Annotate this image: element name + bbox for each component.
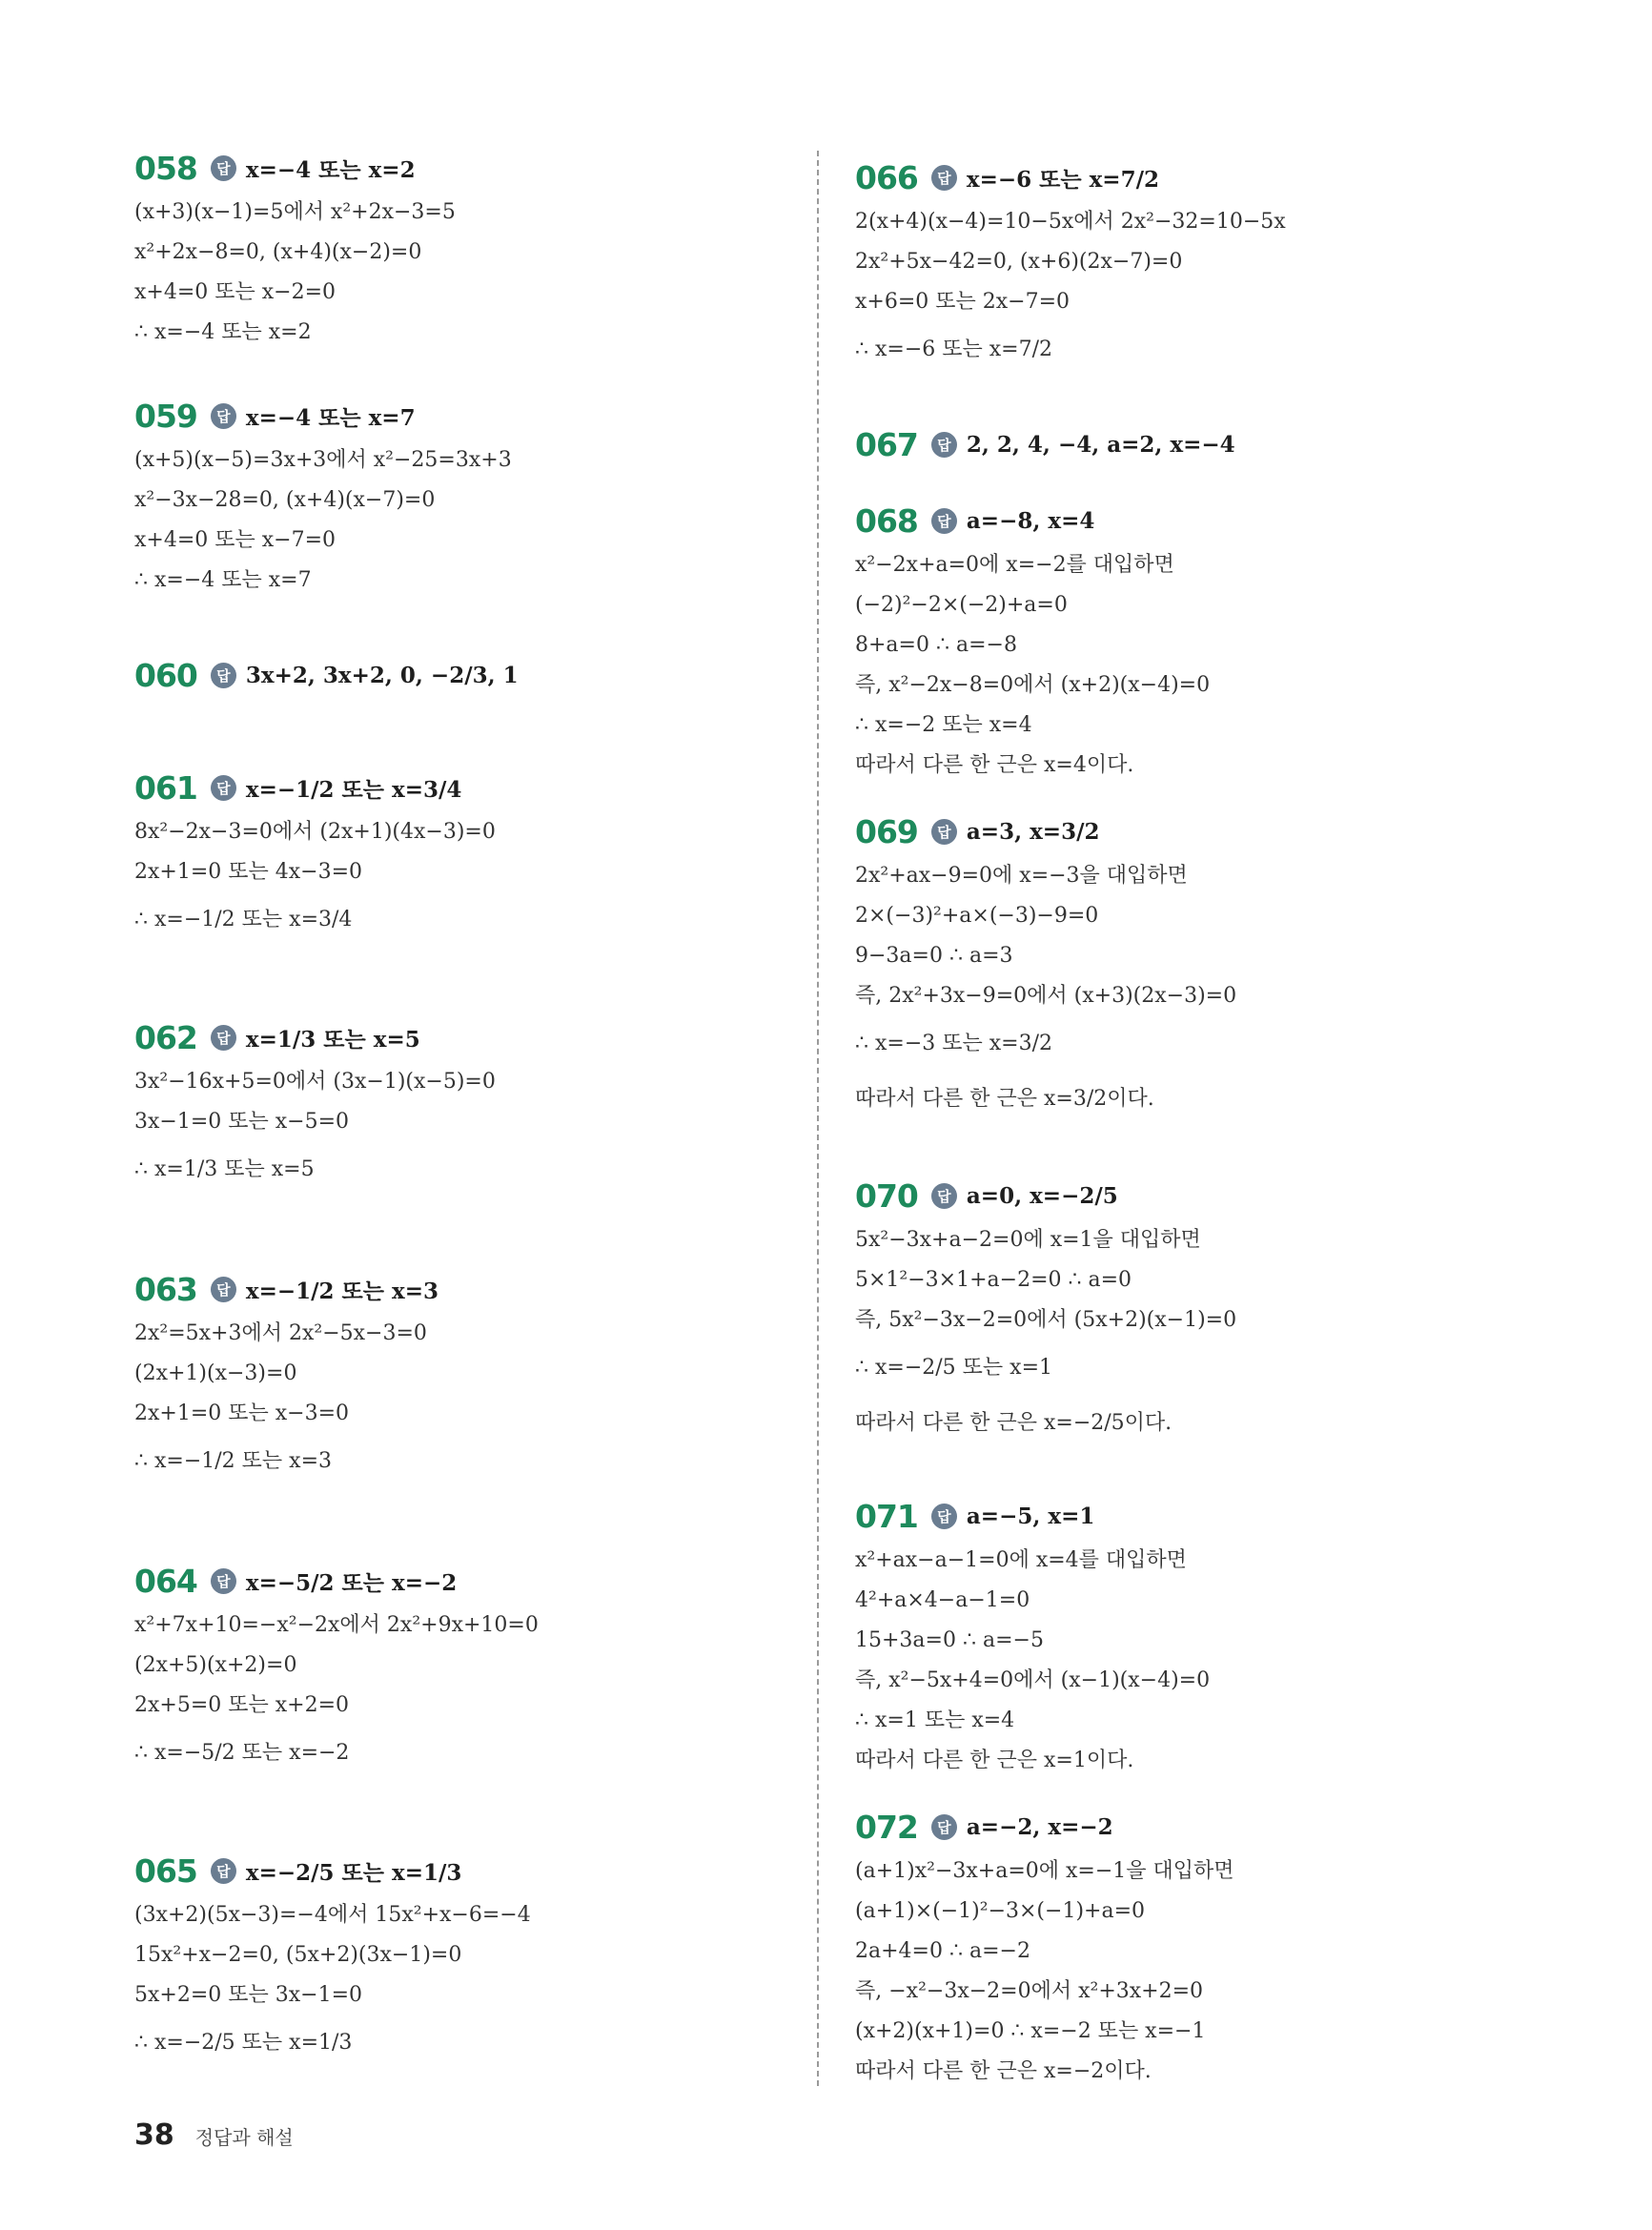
solution-line: 2x+1=0 또는 x−3=0	[134, 1401, 350, 1425]
problem-header	[855, 807, 1580, 856]
problem-number: 068	[855, 501, 918, 540]
problem-number: 058	[134, 149, 197, 187]
answer-text: a=0, x=−2/5	[966, 1182, 1118, 1209]
page-number: 38	[134, 2118, 174, 2152]
problem-072	[855, 1802, 1580, 2092]
page-footer	[134, 2118, 294, 2152]
problem-060	[134, 650, 802, 700]
solution-line: ∴ x=−5/2 또는 x=−2	[134, 1741, 350, 1765]
solution-line: ∴ x=−3 또는 x=3/2	[855, 1032, 1052, 1055]
solution-line: 2x+1=0 또는 4x−3=0	[134, 860, 363, 884]
answer-badge-icon: 답	[931, 1504, 957, 1529]
problem-number: 063	[134, 1270, 197, 1308]
solution-line: (3x+2)(5x−3)=−4에서 15x²+x−6=−4	[134, 1903, 531, 1927]
problem-header	[134, 1846, 802, 1895]
solution-line: 2x+5=0 또는 x+2=0	[134, 1693, 350, 1717]
answer-text: x=−4 또는 x=2	[245, 156, 416, 183]
answer-badge-icon: 답	[931, 819, 957, 845]
problem-number: 066	[855, 158, 918, 196]
problem-061	[134, 763, 802, 948]
answer-text: a=−5, x=1	[966, 1503, 1095, 1529]
answer-text: x=−2/5 또는 x=1/3	[245, 1859, 462, 1886]
column-divider	[817, 151, 819, 2086]
solution-line: 9−3a=0 ∴ a=3	[855, 944, 1013, 968]
problem-number: 061	[134, 768, 197, 807]
page-label: 정답과 해설	[194, 2126, 294, 2149]
solution-line: x²−2x+a=0에 x=−2를 대입하면	[855, 553, 1174, 577]
solution-line: 15x²+x−2=0, (5x+2)(3x−1)=0	[134, 1943, 462, 1967]
problem-header	[855, 1802, 1580, 1852]
solution-line: (−2)²−2×(−2)+a=0	[855, 593, 1068, 617]
problem-069	[855, 807, 1580, 1127]
problem-068	[855, 496, 1580, 786]
answer-badge-icon: 답	[931, 1814, 957, 1840]
solution-line: x+6=0 또는 2x−7=0	[855, 290, 1071, 314]
answer-text: x=−1/2 또는 x=3/4	[245, 776, 462, 803]
solution-line: ∴ x=−1/2 또는 x=3/4	[134, 908, 353, 931]
problem-number: 070	[855, 1176, 918, 1215]
problem-number: 060	[134, 656, 197, 694]
problem-065	[134, 1846, 802, 2071]
problem-header	[855, 419, 1580, 469]
solution-line: ∴ x=−2/5 또는 x=1/3	[134, 2031, 353, 2055]
solution-line: ∴ x=−6 또는 x=7/2	[855, 338, 1052, 361]
problem-header	[134, 1264, 802, 1314]
solution-line: 2a+4=0 ∴ a=−2	[855, 1939, 1030, 1963]
problem-071	[855, 1491, 1580, 1781]
solution-line: x+4=0 또는 x−2=0	[134, 280, 337, 304]
answer-badge-icon: 답	[211, 775, 236, 801]
solution-line: (a+1)x²−3x+a=0에 x=−1을 대입하면	[855, 1859, 1234, 1883]
solution-line: ∴ x=−2/5 또는 x=1	[855, 1356, 1052, 1380]
solution-line: 15+3a=0 ∴ a=−5	[855, 1628, 1044, 1652]
solution-line: ∴ x=1/3 또는 x=5	[134, 1157, 315, 1181]
problem-header	[855, 1491, 1580, 1541]
solution-line: 8+a=0 ∴ a=−8	[855, 633, 1017, 657]
solution-line: 따라서 다른 한 근은 x=4이다.	[855, 753, 1134, 777]
solution-line: 즉, 5x²−3x−2=0에서 (5x+2)(x−1)=0	[855, 1308, 1237, 1332]
problem-067	[855, 419, 1580, 469]
solution-line: ∴ x=−4 또는 x=2	[134, 320, 312, 344]
problem-header	[855, 496, 1580, 545]
answer-text: x=−5/2 또는 x=−2	[245, 1569, 458, 1596]
answer-badge-icon: 답	[211, 1025, 236, 1051]
problem-058	[134, 143, 802, 353]
solution-line: 3x−1=0 또는 x−5=0	[134, 1110, 350, 1134]
problem-number: 069	[855, 812, 918, 850]
solution-line: 즉, 2x²+3x−9=0에서 (x+3)(2x−3)=0	[855, 984, 1237, 1008]
answer-badge-icon: 답	[931, 1183, 957, 1209]
answer-text: a=−8, x=4	[966, 507, 1095, 534]
solution-line: x²+7x+10=−x²−2x에서 2x²+9x+10=0	[134, 1613, 539, 1637]
solution-line: 2(x+4)(x−4)=10−5x에서 2x²−32=10−5x	[855, 210, 1286, 234]
solution-line: ∴ x=−1/2 또는 x=3	[134, 1449, 332, 1473]
solution-line: 즉, x²−5x+4=0에서 (x−1)(x−4)=0	[855, 1668, 1211, 1692]
problem-header	[134, 763, 802, 812]
answer-badge-icon: 답	[931, 432, 957, 458]
problem-066	[855, 153, 1580, 378]
solution-line: 8x²−2x−3=0에서 (2x+1)(4x−3)=0	[134, 820, 496, 844]
solution-line: (2x+5)(x+2)=0	[134, 1653, 297, 1677]
problem-number: 071	[855, 1497, 918, 1535]
solution-line: 5x+2=0 또는 3x−1=0	[134, 1983, 363, 2007]
answer-text: a=3, x=3/2	[966, 818, 1100, 845]
solution-line: (x+5)(x−5)=3x+3에서 x²−25=3x+3	[134, 448, 512, 472]
solution-line: (2x+1)(x−3)=0	[134, 1361, 297, 1385]
solution-line: 5×1²−3×1+a−2=0 ∴ a=0	[855, 1268, 1132, 1292]
problem-063	[134, 1264, 802, 1489]
problem-header	[134, 1013, 802, 1062]
solution-line: 5x²−3x+a−2=0에 x=1을 대입하면	[855, 1228, 1201, 1252]
problem-header	[855, 153, 1580, 202]
answer-text: a=−2, x=−2	[966, 1813, 1113, 1840]
solution-line: 2x²+5x−42=0, (x+6)(2x−7)=0	[855, 250, 1183, 274]
solution-line: x²−3x−28=0, (x+4)(x−7)=0	[134, 488, 436, 512]
solution-line: (x+2)(x+1)=0 ∴ x=−2 또는 x=−1	[855, 2019, 1206, 2043]
solution-line: (a+1)×(−1)²−3×(−1)+a=0	[855, 1899, 1146, 1923]
problem-059	[134, 391, 802, 601]
solution-line: 따라서 다른 한 근은 x=1이다.	[855, 1749, 1134, 1772]
problem-number: 064	[134, 1562, 197, 1600]
solution-line: 2x²=5x+3에서 2x²−5x−3=0	[134, 1321, 427, 1345]
solution-line: 2×(−3)²+a×(−3)−9=0	[855, 904, 1099, 928]
solution-line: 4²+a×4−a−1=0	[855, 1588, 1030, 1612]
answer-badge-icon: 답	[211, 663, 236, 688]
problem-header	[134, 650, 802, 700]
solution-line: ∴ x=−4 또는 x=7	[134, 568, 312, 592]
problem-number: 059	[134, 397, 197, 435]
answer-badge-icon: 답	[211, 403, 236, 429]
problem-header	[134, 143, 802, 193]
answer-badge-icon: 답	[931, 508, 957, 534]
solution-line: ∴ x=1 또는 x=4	[855, 1708, 1015, 1732]
answer-badge-icon: 답	[211, 1277, 236, 1302]
answer-text: 3x+2, 3x+2, 0, −2/3, 1	[245, 662, 519, 688]
answer-text: x=1/3 또는 x=5	[245, 1026, 420, 1053]
solution-line: 따라서 다른 한 근은 x=−2이다.	[855, 2059, 1152, 2083]
problem-header	[134, 391, 802, 440]
solution-line: x+4=0 또는 x−7=0	[134, 528, 337, 552]
answer-text: 2, 2, 4, −4, a=2, x=−4	[966, 431, 1235, 458]
problem-number: 062	[134, 1018, 197, 1056]
problem-number: 067	[855, 425, 918, 463]
problem-064	[134, 1556, 802, 1781]
solution-line: 따라서 다른 한 근은 x=3/2이다.	[855, 1087, 1154, 1111]
solution-line: 즉, x²−2x−8=0에서 (x+2)(x−4)=0	[855, 673, 1211, 697]
answer-text: x=−6 또는 x=7/2	[966, 166, 1159, 193]
answer-badge-icon: 답	[211, 1858, 236, 1884]
problem-070	[855, 1171, 1580, 1451]
solution-line: x²+ax−a−1=0에 x=4를 대입하면	[855, 1548, 1187, 1572]
answer-text: x=−4 또는 x=7	[245, 404, 416, 431]
problem-number: 065	[134, 1852, 197, 1890]
answer-text: x=−1/2 또는 x=3	[245, 1278, 438, 1304]
problem-062	[134, 1013, 802, 1197]
problem-header	[855, 1171, 1580, 1220]
problem-header	[134, 1556, 802, 1606]
solution-line: 따라서 다른 한 근은 x=−2/5이다.	[855, 1411, 1173, 1435]
solution-line: 3x²−16x+5=0에서 (3x−1)(x−5)=0	[134, 1070, 496, 1094]
solution-line: 즉, −x²−3x−2=0에서 x²+3x+2=0	[855, 1979, 1204, 2003]
answer-badge-icon: 답	[931, 165, 957, 191]
problem-number: 072	[855, 1808, 918, 1846]
answer-badge-icon: 답	[211, 155, 236, 181]
solution-line: ∴ x=−2 또는 x=4	[855, 713, 1032, 737]
solution-line: x²+2x−8=0, (x+4)(x−2)=0	[134, 240, 422, 264]
solution-line: 2x²+ax−9=0에 x=−3을 대입하면	[855, 864, 1188, 888]
answer-badge-icon: 답	[211, 1568, 236, 1594]
solution-line: (x+3)(x−1)=5에서 x²+2x−3=5	[134, 200, 456, 224]
